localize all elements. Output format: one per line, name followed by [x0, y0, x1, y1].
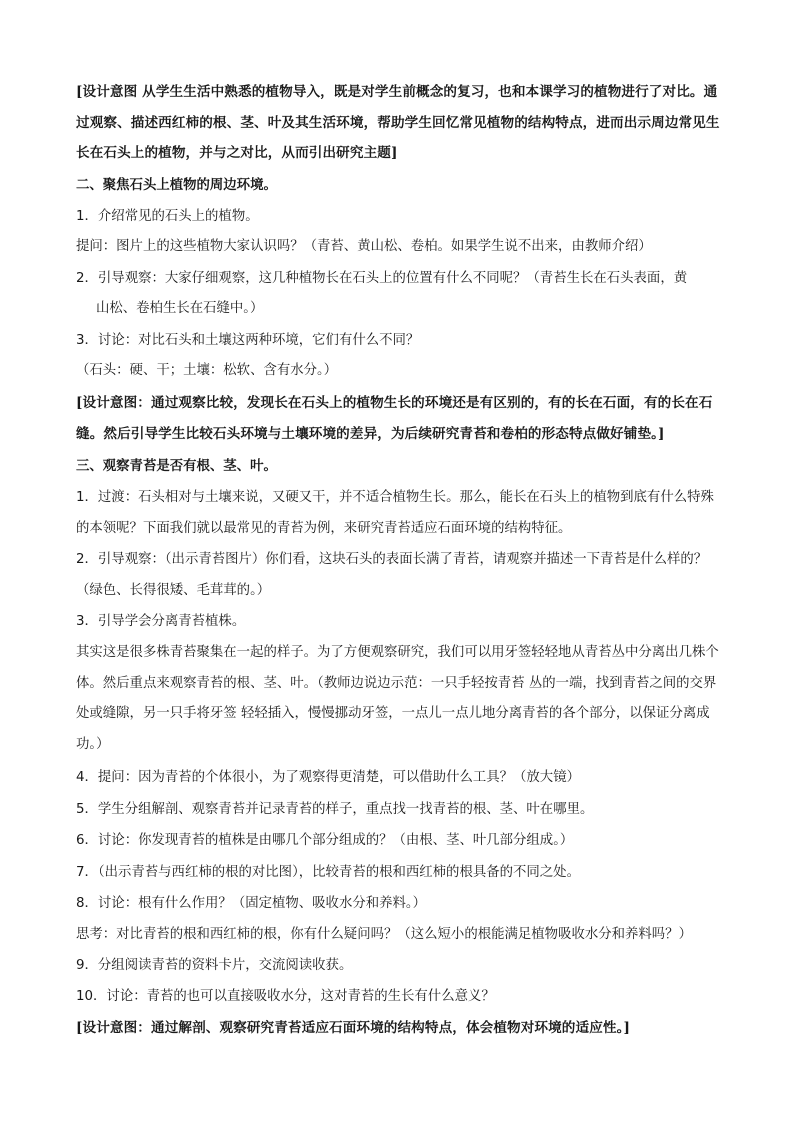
s3-item-6: 6．讨论：你发现青苔的植株是由哪几个部分组成的？（由根、茎、叶几部分组成。） — [76, 833, 574, 848]
s2-question: 提问：图片上的这些植物大家认识吗？（青苔、黄山松、卷柏。如果学生说不出来，由教师介绍） — [76, 239, 652, 254]
s3-item-4: 4．提问：因为青苔的个体很小，为了观察得更清楚，可以借助什么工具？（放大镜） — [76, 770, 580, 785]
s3-item-8: 8．讨论：根有什么作用？（固定植物、吸收水分和养料。） — [76, 896, 426, 911]
design-intent-3: [设计意图：通过解剖、观察研究青苔适应石面环境的结构特点，体会植物对环境的适应性。] — [76, 1020, 631, 1036]
s3-item-1: 1．过渡：石头相对与土壤来说，又硬又干，并不适合植物生长。那么，能长在石头上的植物到底有什么特殊的本领呢？下面我们就以最常见的青苔为例，来研究青苔适应石面环境的结构特征。 — [76, 490, 714, 536]
s3-item-10: 10．讨论：青苔的也可以直接吸收水分，这对青苔的生长有什么意义？ — [76, 989, 495, 1004]
s3-item-3: 3．引导学会分离青苔植株。 — [76, 614, 246, 629]
s2-item-1: 1．介绍常见的石头上的植物。 — [76, 209, 259, 224]
section-3-title: 三、观察青苔是否有根、茎、叶。 — [76, 459, 277, 474]
s2-item-2-line-2: 山松、卷柏生长在石缝中。） — [96, 301, 264, 316]
s3-item-9: 9．分组阅读青苔的资料卡片，交流阅读收获。 — [76, 958, 353, 973]
design-intent-2: [设计意图：通过观察比较，发现长在石头上的植物生长的环境还是有区别的，有的长在石面，有的长在石缝。然后引导学生比较石头环境与土壤环境的差异，为后续研究青苔和卷柏的形态特点做好铺垫。] — [76, 395, 713, 442]
s3-think: 思考：对比青苔的根和西红柿的根，你有什么疑问吗？（这么短小的根能满足植物吸收水分和养料吗？） — [76, 927, 692, 942]
s2-item-2-line-1: 2．引导观察：大家仔细观察，这几种植物长在石头上的位置有什么不同呢？（青苔生长在石头表面，黄 — [76, 271, 688, 286]
s2-answer: （石头：硬、干；土壤：松软、含有水分。） — [76, 363, 338, 378]
s3-item-2: 2．引导观察：（出示青苔图片）你们看，这块石头的表面长满了青苔，请观察并描述一下青苔是什么样的？（绿色、长得很矮、毛茸茸的。） — [76, 552, 708, 598]
design-intent-1: [设计意图 从学生生活中熟悉的植物导入，既是对学生前概念的复习，也和本课学习的植物进行了对比。通过观察、描述西红柿的根、茎、叶及其生活环境，帮助学生回忆常见植物的结构特点，进而出示周边常见生长在石头上的植物，并与之对比，从而引出研究主题] — [76, 84, 720, 161]
s2-item-3: 3．讨论：对比石头和土壤这两种环境，它们有什么不同？ — [76, 333, 420, 348]
s3-item-7: 7．（出示青苔与西红柿的根的对比图），比较青苔的根和西红柿的根具备的不同之处。 — [76, 865, 580, 880]
section-2-title: 二、聚焦石头上植物的周边环境。 — [76, 178, 277, 193]
s3-item-5: 5．学生分组解剖、观察青苔并记录青苔的样子，重点找一找青苔的根、茎、叶在哪里。 — [76, 802, 594, 817]
s3-paragraph: 其实这是很多株青苔聚集在一起的样子。为了方便观察研究，我们可以用牙签轻轻地从青苔丛中分离出几株个体。然后重点来观察青苔的根、茎、叶。（教师边说边示范：一只手轻按青苔 丛的一端，找到青苔之间的交界处或缝隙，另一只手将牙签 轻轻插入，慢慢挪动牙签，一点儿一点儿地分离青苔的各个部分，以保证分离成功。） — [76, 645, 719, 752]
